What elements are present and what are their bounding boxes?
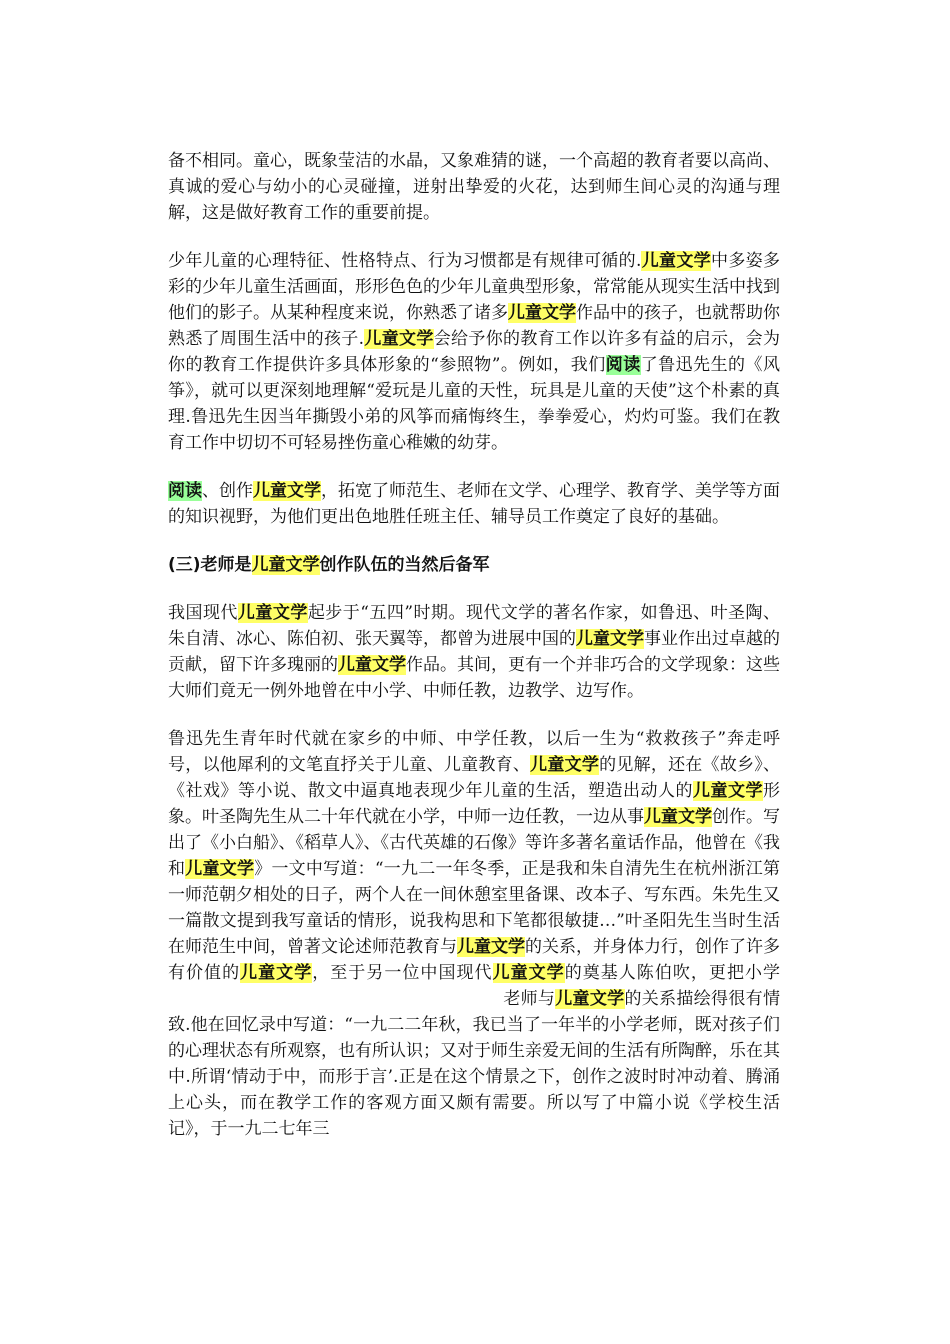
highlighted-keyword: 儿童文学	[641, 251, 712, 271]
text-run: 》一文中写道：“一九二一年冬季，正是我和朱自清先生在杭州浙江第一师范朝夕相处的日子，两个人在一间休憩室里备课、改本子、写东西。朱先生又一篇散文提到我写童话的情形，说我构思和下笔都很敏捷…”叶圣阳先生当时生活在师范生中间，曾著文论述师范教育与	[168, 859, 781, 957]
text-run: 我国现代	[168, 603, 238, 623]
paragraph	[168, 248, 780, 456]
text-run: 创作队伍的当然后备军	[319, 555, 490, 575]
text-run: 会给予你的教育工作以许多有益的启示，会为你的教育工作提供许多具体形象的“参照物”。例如，我们	[168, 329, 781, 375]
paragraph	[168, 726, 780, 1142]
paragraph	[168, 478, 780, 530]
highlighted-keyword: 儿童文学	[508, 303, 576, 323]
text-run: ，至于另一位中国现代	[312, 963, 493, 983]
text-run: 创作。写出了《小白船》、《稻草人》、《古代英雄的石像》等许多著名童话作品，他曾在《我和	[168, 807, 780, 879]
text-run: 的奠基人陈伯吹，更把小学	[564, 963, 781, 983]
text-run: 中多姿多彩的少年儿童生活画面，形形色色的少年儿童典型形象，常常能从现实生活中找到他们的影子。从某种程度来说，你熟悉了诸多	[168, 251, 781, 323]
text-run: 作品中的孩子，也就帮助你熟悉了周围生活中的孩子.	[168, 303, 780, 349]
text-run: 备不相同。童心，既象莹洁的水晶，又象难猜的谜，一个高超的教育者要以高尚、真诚的爱心与幼小的心灵碰撞，迸射出挚爱的火花，达到师生间心灵的沟通与理解，这是做好教育工作的重要前提。	[168, 151, 780, 223]
highlighted-keyword: 儿童文学	[492, 963, 565, 983]
document-body	[168, 148, 780, 1164]
highlighted-keyword: 儿童文学	[364, 329, 434, 349]
paragraph	[168, 148, 780, 226]
text-run: 的见解，还在《故乡》、《社戏》等小说、散文中逼真地表现少年儿童的生活，塑造出动人的	[168, 755, 781, 801]
paragraph	[168, 600, 780, 704]
text-run: 的关系描绘得很有情致.他在回忆录中写道：“一九二二年秋，我已当了一年半的小学老师，既对孩子们的心理状态有所观察，也有所认识；又对于师生亲爱无间的生活有所陶醉，乐在其中.所谓‘情动于中，而形于言’.正是在这个情景之下，创作之波时时冲动着、腾涌上心头，而在教学工作的客观方面又颇有需要。所以写了中篇小说《学校生活记》，于一九二七年三	[168, 989, 780, 1139]
highlighted-keyword: 儿童文学	[338, 655, 406, 675]
highlighted-keyword: 儿童文学	[576, 629, 644, 649]
text-run: 形象。叶圣陶先生从二十年代就在小学，中师一边任教，一边从事	[168, 781, 780, 827]
text-run: ，拓宽了师范生、老师在文学、心理学、教育学、美学等方面的知识视野，为他们更出色地胜任班主任、辅导员工作奠定了良好的基础。	[168, 481, 780, 527]
text-run: 起步于“五四”时期。现代文学的著名作家，如鲁迅、叶圣陶、朱自清、冰心、陈伯初、张天翼等，都曾为进展中国的	[168, 603, 781, 649]
highlighted-keyword: 阅读	[605, 355, 641, 375]
highlighted-keyword: 儿童文学	[693, 781, 763, 801]
text-run: 作品。其间，更有一个并非巧合的文学现象：这些大师们竟无一例外地曾在中小学、中师任教，边教学、边写作。	[168, 655, 780, 701]
highlighted-keyword: 儿童文学	[240, 963, 313, 983]
highlighted-keyword: 儿童文学	[555, 989, 625, 1009]
text-run: 的关系，并身体力行，创作了许多有价值的	[168, 937, 780, 983]
text-run: 少年儿童的心理特征、性格特点、行为习惯都是有规律可循的.	[168, 251, 642, 271]
highlighted-keyword: 儿童文学	[530, 755, 600, 775]
text-run: (三)老师是	[168, 555, 252, 575]
text-run: 老师与	[503, 989, 556, 1009]
text-run: 、创作	[202, 481, 253, 501]
highlighted-keyword: 儿童文学	[457, 937, 525, 957]
highlighted-keyword: 阅读	[168, 481, 202, 501]
highlighted-keyword: 儿童文学	[644, 807, 712, 827]
text-run: 了鲁迅先生的《风筝》，就可以更深刻地理解“爱玩是儿童的天性，玩具是儿童的天使”这个朴素的真理.鲁迅先生因当年撕毁小弟的风筝而痛悔终生，拳拳爱心，灼灼可鉴。我们在教育工作中切切不可轻易挫伤童心稚嫩的幼芽。	[168, 355, 781, 453]
text-run: 鲁迅先生青年时代就在家乡的中师、中学任教，以后一生为“救救孩子”奔走呼号，以他犀利的文笔直抒关于儿童、儿童教育、	[168, 729, 780, 775]
highlighted-keyword: 儿童文学	[251, 555, 320, 575]
text-run: 事业作出过卓越的贡献，留下许多瑰丽的	[168, 629, 780, 675]
highlighted-keyword: 儿童文学	[185, 859, 255, 879]
section-heading	[168, 552, 780, 578]
highlighted-keyword: 儿童文学	[237, 603, 308, 623]
highlighted-keyword: 儿童文学	[253, 481, 321, 501]
